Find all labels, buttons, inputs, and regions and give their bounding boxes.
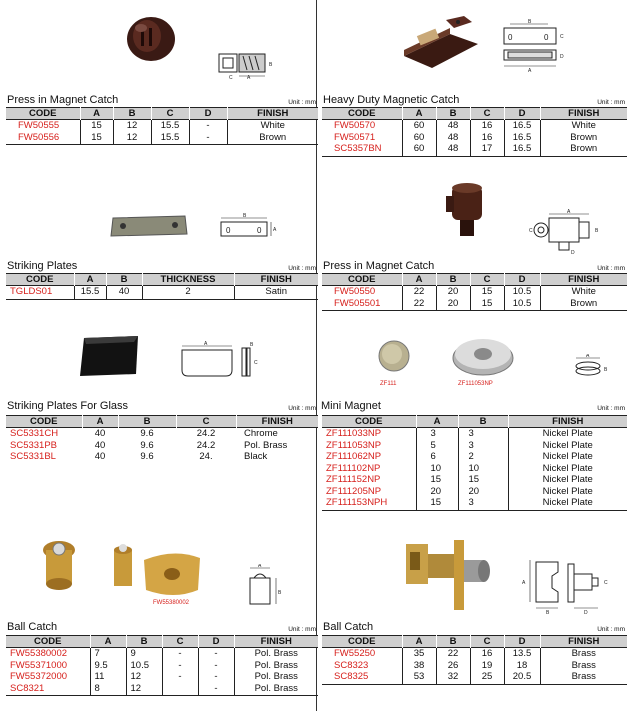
col-header: FINISH xyxy=(540,636,627,648)
col-header: D xyxy=(189,108,227,120)
spec-table xyxy=(6,107,318,145)
cell: 8 xyxy=(90,683,126,696)
col-header: D xyxy=(504,274,540,286)
dim-label-b: B xyxy=(269,62,273,68)
cell: 22 xyxy=(436,648,470,660)
cell: 9 xyxy=(126,648,162,660)
product-code: TGLDS01 xyxy=(6,286,74,300)
product-code: FW50570 xyxy=(334,120,376,131)
cell: 16.5 xyxy=(504,132,540,144)
cell: 22 xyxy=(402,298,436,311)
table-row xyxy=(322,286,627,298)
dim-label-c: C xyxy=(529,228,533,234)
cell: - xyxy=(189,132,227,145)
spec-table xyxy=(322,415,627,511)
unit-label: Unit : mm xyxy=(288,99,316,106)
dim-label-a: A xyxy=(522,580,526,586)
cell: Nickel Plate xyxy=(508,428,627,440)
col-header: A xyxy=(80,108,113,120)
cell: 10.5 xyxy=(126,660,162,672)
cell: 15 xyxy=(458,474,508,486)
section-header xyxy=(6,92,318,106)
section-striking-plates-for-glass xyxy=(6,318,318,488)
table-row xyxy=(322,132,627,144)
table-row xyxy=(6,660,318,672)
cell: Brass xyxy=(540,671,627,684)
cell: 15 xyxy=(416,474,458,486)
glass-striking-plate-photo xyxy=(74,330,144,380)
col-header: A xyxy=(402,274,436,286)
product-code: ZF111102NP xyxy=(326,462,381,474)
cell: 15 xyxy=(416,497,458,510)
cell: 48 xyxy=(436,120,470,132)
dim-label-b: B xyxy=(604,367,608,373)
cell: 60 xyxy=(402,120,436,132)
product-caption: ZF111053NP xyxy=(458,381,493,387)
cell: 16 xyxy=(470,120,504,132)
table-row xyxy=(322,143,627,156)
cell: 12 xyxy=(126,671,162,683)
cell: Pol. Brass xyxy=(234,683,318,696)
product-code: FW505501 xyxy=(322,298,402,311)
col-header: FINISH xyxy=(236,416,318,428)
cell: 10 xyxy=(458,463,508,475)
unit-label: Unit : mm xyxy=(288,405,316,412)
cell: 38 xyxy=(402,660,436,672)
unit-label: Unit : mm xyxy=(288,265,316,272)
cell: 3 xyxy=(458,440,508,452)
cell: Nickel Plate xyxy=(508,440,627,452)
dim-label-a: A xyxy=(204,341,208,347)
cell: 10 xyxy=(416,463,458,475)
section-title: Press in Magnet Catch xyxy=(7,94,119,106)
spec-table xyxy=(322,635,627,685)
cell: 9.6 xyxy=(140,428,154,439)
cell: Pol. Brass xyxy=(234,648,318,660)
table-row xyxy=(322,671,627,684)
cell: Brown xyxy=(540,132,627,144)
cell: 15.5 xyxy=(151,132,189,145)
table-row xyxy=(322,298,627,311)
cell: 20 xyxy=(458,486,508,498)
cell: 2 xyxy=(142,286,234,300)
cell: Brass xyxy=(540,648,627,660)
cell: 35 xyxy=(402,648,436,660)
cell: White xyxy=(540,286,627,298)
cell: 60 xyxy=(402,132,436,144)
product-code: FW55371000 xyxy=(10,659,68,671)
table-header-row xyxy=(322,108,627,120)
cell: 24. xyxy=(199,451,213,462)
table-row xyxy=(322,660,627,672)
col-header: B xyxy=(113,108,151,120)
svg-text:0: 0 xyxy=(544,33,549,42)
ball-catch-photo-1 xyxy=(34,536,84,594)
cell: 48 xyxy=(436,143,470,156)
ball-catch-photo-2 xyxy=(104,540,206,602)
table-row xyxy=(322,474,627,486)
cell: 16.5 xyxy=(504,120,540,132)
table-header-row xyxy=(6,416,318,428)
cell: - xyxy=(198,683,234,696)
dim-label-c: C xyxy=(254,360,258,366)
table-row xyxy=(322,451,627,463)
spec-table xyxy=(322,107,627,157)
table-row xyxy=(6,648,318,660)
section-title: Mini Magnet xyxy=(321,400,381,412)
cell: - xyxy=(198,648,234,660)
cell: 40 xyxy=(94,451,106,462)
cell: 7 xyxy=(90,648,126,660)
col-header: FINISH xyxy=(540,274,627,286)
cell: - xyxy=(162,660,198,672)
cell: 12 xyxy=(113,132,151,145)
mini-magnet-photo-2 xyxy=(448,334,518,378)
col-header: A xyxy=(416,416,458,428)
cell: 5 xyxy=(416,440,458,452)
cell: 9.6 xyxy=(140,451,154,462)
dim-label-c: C xyxy=(229,75,233,80)
cell: White xyxy=(227,120,318,132)
cell: 10.5 xyxy=(504,298,540,311)
product-code: FW50555 xyxy=(18,120,60,131)
dim-label-a: A xyxy=(586,354,590,359)
cell: 11 xyxy=(90,671,126,683)
dim-label-b: B xyxy=(278,590,282,596)
cell: Brass xyxy=(540,660,627,672)
striking-plate-diagram xyxy=(217,212,277,242)
section-header xyxy=(6,398,318,412)
cell: Nickel Plate xyxy=(508,497,627,510)
col-header: B xyxy=(126,636,162,648)
col-header: CODE xyxy=(6,274,74,286)
cell: 40 xyxy=(94,439,106,451)
table-row xyxy=(322,463,627,475)
dim-label-c: C xyxy=(604,580,608,586)
cell: Brown xyxy=(227,132,318,145)
striking-plate-photo xyxy=(109,212,189,240)
section-header xyxy=(6,258,318,272)
table-row xyxy=(6,286,318,300)
table-header-row xyxy=(322,636,627,648)
section-press-in-magnet-catch xyxy=(6,0,318,150)
product-code: FW50550 xyxy=(334,286,376,297)
cell: 15 xyxy=(80,132,113,145)
section-header xyxy=(322,258,627,272)
col-header: THICKNESS xyxy=(142,274,234,286)
col-header: A xyxy=(402,636,436,648)
col-header: CODE xyxy=(6,416,82,428)
product-code: FW55250 xyxy=(334,648,376,659)
cell: 32 xyxy=(436,671,470,684)
dim-label-c: C xyxy=(560,34,564,40)
table-row xyxy=(6,440,318,452)
col-header: FINISH xyxy=(508,416,627,428)
ball-catch-photo-3 xyxy=(402,530,494,612)
product-code: FW55380002 xyxy=(10,648,68,659)
table-row xyxy=(6,671,318,683)
section-title: Press in Magnet Catch xyxy=(323,260,435,272)
product-code: SC8321 xyxy=(6,683,90,696)
table-row xyxy=(6,451,318,464)
col-header: C xyxy=(470,274,504,286)
svg-text:0: 0 xyxy=(226,226,231,235)
cell: Pol. Brass xyxy=(234,660,318,672)
cell: 16 xyxy=(470,648,504,660)
cell: - xyxy=(189,120,227,132)
section-header xyxy=(6,619,318,633)
cell: 10.5 xyxy=(504,286,540,298)
cell: Nickel Plate xyxy=(508,451,627,463)
cell: 9.5 xyxy=(90,660,126,672)
product-code: ZF111205NP xyxy=(326,485,382,497)
ball-catch-diagram xyxy=(246,564,290,612)
cell xyxy=(162,683,198,696)
cell: White xyxy=(540,120,627,132)
product-code: FW50556 xyxy=(6,132,80,145)
col-header: B xyxy=(106,274,142,286)
mini-magnet-diagram xyxy=(572,354,612,382)
cell: Black xyxy=(244,451,268,462)
heavy-duty-catch-photo xyxy=(398,14,486,70)
section-ball-catch-2 xyxy=(322,528,627,711)
dim-label-a: A xyxy=(258,564,262,569)
col-header: CODE xyxy=(6,108,80,120)
col-header: CODE xyxy=(6,636,90,648)
cell: 24.2 xyxy=(196,439,216,451)
dim-label-b: B xyxy=(595,228,599,234)
cell: 15 xyxy=(470,298,504,311)
unit-label: Unit : mm xyxy=(597,99,625,106)
section-title: Heavy Duty Magnetic Catch xyxy=(323,94,460,106)
cell: - xyxy=(162,648,198,660)
dim-label-b: B xyxy=(243,213,247,219)
section-title: Ball Catch xyxy=(7,621,58,633)
cell: 25 xyxy=(470,671,504,684)
cell: 20 xyxy=(436,298,470,311)
spec-table xyxy=(6,635,318,696)
unit-label: Unit : mm xyxy=(597,405,625,412)
cell: - xyxy=(162,671,198,683)
table-header-row xyxy=(322,416,627,428)
cell: 48 xyxy=(436,132,470,144)
col-header: C xyxy=(470,108,504,120)
spec-table xyxy=(6,273,318,300)
product-code: SC5331CH xyxy=(10,428,59,439)
product-code: FW55372000 xyxy=(10,671,68,682)
product-code: SC5331PB xyxy=(10,439,58,451)
product-code: SC5331BL xyxy=(10,451,56,462)
cell: 12 xyxy=(126,683,162,696)
col-header: FINISH xyxy=(234,274,318,286)
section-title: Ball Catch xyxy=(323,621,374,633)
dim-label-b: B xyxy=(528,19,532,25)
product-code: ZF111153NPH xyxy=(322,497,416,510)
unit-label: Unit : mm xyxy=(597,265,625,272)
col-header: B xyxy=(458,416,508,428)
col-header: FINISH xyxy=(227,108,318,120)
cell: 9.6 xyxy=(140,439,154,451)
product-code: SC8325 xyxy=(322,671,402,684)
press-in-magnet-diagram-2 xyxy=(527,204,607,256)
product-code: FW50571 xyxy=(334,131,376,143)
cell: 19 xyxy=(470,660,504,672)
dim-label-d: D xyxy=(584,610,588,614)
spec-table xyxy=(6,415,318,464)
cell: 3 xyxy=(458,428,508,440)
product-code: ZF111062NP xyxy=(326,451,382,462)
col-header: C xyxy=(470,636,504,648)
press-in-magnet-photo xyxy=(121,14,181,64)
mini-magnet-photo-1 xyxy=(376,338,412,374)
unit-label: Unit : mm xyxy=(288,626,316,633)
col-header: B xyxy=(436,636,470,648)
svg-text:0: 0 xyxy=(257,226,262,235)
dim-label-d: D xyxy=(571,250,575,256)
cell: 15.5 xyxy=(151,120,189,132)
cell: Satin xyxy=(234,286,318,300)
table-row xyxy=(6,132,318,145)
product-caption: FW55380002 xyxy=(153,600,190,606)
cell: 15.5 xyxy=(74,286,106,300)
cell: 22 xyxy=(402,286,436,298)
dim-label-b: B xyxy=(546,610,550,614)
press-in-magnet-photo-2 xyxy=(442,182,492,242)
cell: 24.2 xyxy=(196,428,216,439)
cell: Nickel Plate xyxy=(508,486,627,498)
svg-text:0: 0 xyxy=(508,33,513,42)
cell: Nickel Plate xyxy=(508,463,627,475)
table-row xyxy=(322,497,627,510)
cell: 60 xyxy=(402,143,436,156)
col-header: B xyxy=(436,108,470,120)
table-row xyxy=(6,683,318,696)
col-header: D xyxy=(504,636,540,648)
cell: 6 xyxy=(416,451,458,463)
col-header: B xyxy=(118,416,176,428)
col-header: A xyxy=(82,416,118,428)
unit-label: Unit : mm xyxy=(597,626,625,633)
dim-label-b: B xyxy=(250,342,254,348)
table-header-row xyxy=(6,274,318,286)
section-header xyxy=(322,619,627,633)
ball-catch-diagram-2 xyxy=(522,552,614,614)
cell: 20 xyxy=(416,486,458,498)
dim-label-a: A xyxy=(273,227,277,233)
cell: 12 xyxy=(113,120,151,132)
section-press-in-magnet-catch-2 xyxy=(322,170,627,320)
section-title: Striking Plates For Glass xyxy=(7,400,129,412)
cell: Pol. Brass xyxy=(244,439,288,451)
cell: Nickel Plate xyxy=(508,474,627,486)
col-header: D xyxy=(504,108,540,120)
dim-label-a: A xyxy=(528,68,532,74)
col-header: A xyxy=(74,274,106,286)
table-header-row xyxy=(322,274,627,286)
cell: 17 xyxy=(470,143,504,156)
col-header: CODE xyxy=(322,108,402,120)
product-caption: ZF111 xyxy=(380,381,397,387)
dim-label-a: A xyxy=(567,209,571,215)
table-row xyxy=(322,486,627,498)
col-header: FINISH xyxy=(540,108,627,120)
section-header xyxy=(322,92,627,106)
cell: Pol. Brass xyxy=(234,671,318,683)
press-in-magnet-diagram xyxy=(217,48,277,80)
col-header: FINISH xyxy=(234,636,318,648)
section-heavy-duty-magnetic-catch xyxy=(322,0,627,170)
table-header-row xyxy=(6,108,318,120)
col-header: CODE xyxy=(322,636,402,648)
cell: 16 xyxy=(470,132,504,144)
section-striking-plates xyxy=(6,170,318,300)
cell: - xyxy=(198,660,234,672)
table-row xyxy=(322,120,627,132)
product-code: SC8323 xyxy=(334,659,369,671)
cell: 40 xyxy=(94,428,106,439)
cell: 2 xyxy=(458,451,508,463)
cell: 20 xyxy=(436,286,470,298)
product-code: ZF111152NP xyxy=(326,474,381,485)
cell: - xyxy=(198,671,234,683)
cell: 15 xyxy=(470,286,504,298)
col-header: A xyxy=(90,636,126,648)
product-code: SC5357BN xyxy=(322,143,402,156)
section-header xyxy=(322,398,627,412)
cell: 13.5 xyxy=(504,648,540,660)
col-header: C xyxy=(162,636,198,648)
col-header: CODE xyxy=(322,274,402,286)
cell: 20.5 xyxy=(504,671,540,684)
dim-label-a: A xyxy=(247,75,251,80)
product-code: ZF111033NP xyxy=(326,428,382,439)
cell: 15 xyxy=(80,120,113,132)
section-ball-catch xyxy=(6,528,318,711)
table-row xyxy=(322,428,627,440)
col-header: C xyxy=(176,416,236,428)
spec-table xyxy=(322,273,627,311)
col-header: C xyxy=(151,108,189,120)
cell: Brown xyxy=(540,298,627,311)
cell: 40 xyxy=(106,286,142,300)
cell: Chrome xyxy=(244,428,278,439)
col-header: A xyxy=(402,108,436,120)
dim-label-d: D xyxy=(560,54,564,60)
cell: 16.5 xyxy=(504,143,540,156)
cell: 53 xyxy=(402,671,436,684)
cell: 18 xyxy=(504,660,540,672)
product-code: ZF111053NP xyxy=(326,439,382,451)
cell: 26 xyxy=(436,660,470,672)
table-row xyxy=(322,440,627,452)
cell: 3 xyxy=(458,497,508,510)
col-header: D xyxy=(198,636,234,648)
heavy-duty-catch-diagram xyxy=(498,18,588,74)
cell: 3 xyxy=(416,428,458,440)
table-row xyxy=(6,120,318,132)
glass-striking-plate-diagram xyxy=(180,340,265,380)
table-row xyxy=(6,428,318,440)
col-header: B xyxy=(436,274,470,286)
table-header-row xyxy=(6,636,318,648)
table-row xyxy=(322,648,627,660)
col-header: CODE xyxy=(322,416,416,428)
cell: Brown xyxy=(540,143,627,156)
section-mini-magnet xyxy=(322,322,627,522)
section-title: Striking Plates xyxy=(7,260,78,272)
